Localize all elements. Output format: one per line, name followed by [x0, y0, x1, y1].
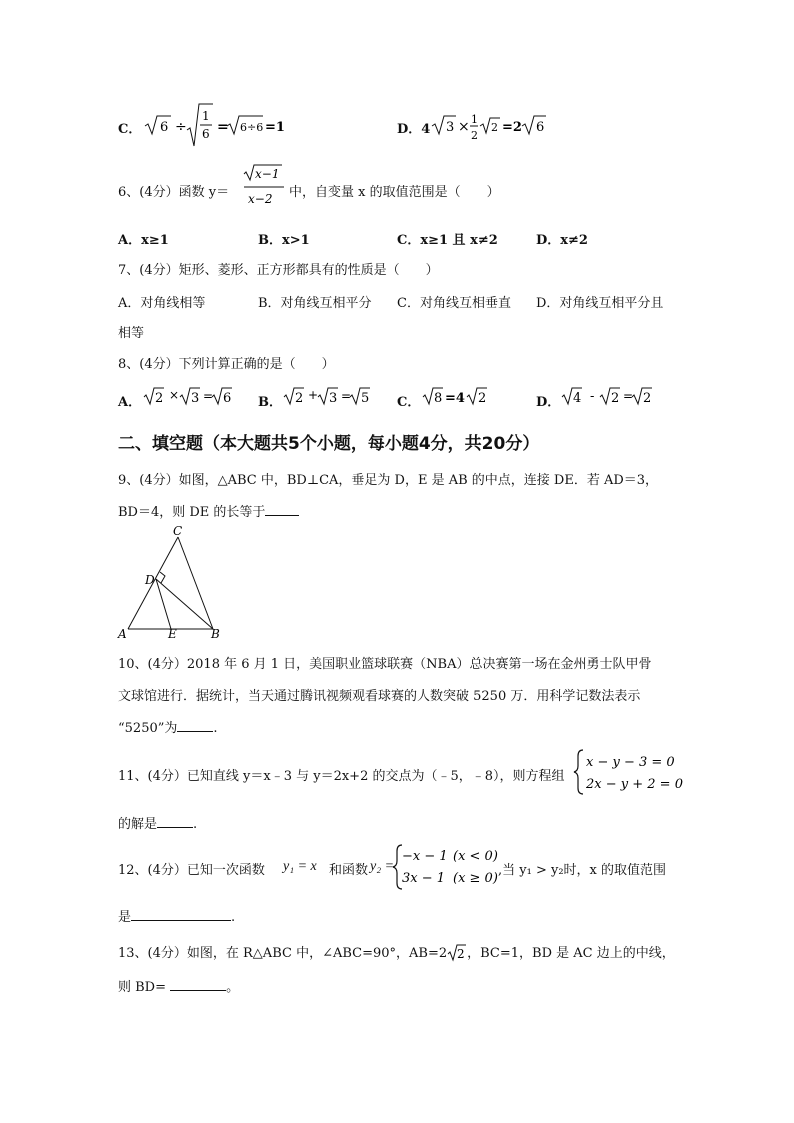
- q12-line2: 是 .: [118, 906, 235, 925]
- q6-fraction: [242, 163, 287, 213]
- svg-text:2: 2: [478, 391, 487, 406]
- q6-denominator: x−2: [248, 192, 273, 206]
- q10-line2: 文球馆进行．据统计，当天通过腾讯视频观看球赛的人数突破 5250 万．用科学记数法表示: [118, 689, 641, 704]
- q5-d-label: D．4: [397, 122, 431, 137]
- q8-option-c-label: C．: [397, 395, 421, 410]
- svg-text:3: 3: [191, 391, 200, 406]
- q5-c-formula: [143, 100, 293, 150]
- svg-text:+: +: [308, 388, 319, 402]
- q12-when: ,当 y₁ > y₂时，x 的取值范围: [498, 863, 666, 878]
- svg-text:=: =: [341, 389, 352, 403]
- q8-option-c-formula: [421, 384, 501, 414]
- svg-text:8: 8: [434, 391, 443, 406]
- svg-text:=4: =4: [445, 391, 465, 406]
- q12-piecewise: [393, 843, 503, 891]
- q9-label-c: C: [173, 524, 183, 538]
- section-title: 二、填空题（本大题共5个小题，每小题4分，共20分）: [118, 434, 540, 454]
- q13-line1: 13、(4分）如图，在 R△ABC 中，∠ABC=90°，AB=2 2 ，BC=1，BD 是 AC 边上的中线，: [118, 941, 675, 963]
- q5-c-six: 6: [160, 120, 169, 135]
- q6-option-c: C．x≥1 且 x≠2: [397, 233, 498, 248]
- q13-sqrt2: [447, 941, 467, 963]
- q11-line2: 的解是 .: [118, 813, 197, 832]
- q5-d-times: ×: [458, 119, 470, 135]
- q6-stem: [118, 181, 229, 200]
- q9-label-a: A: [118, 627, 127, 641]
- q9-label-e: E: [168, 627, 177, 641]
- q5-d-rhs: =2: [502, 120, 522, 135]
- svg-text:=: =: [203, 389, 214, 403]
- q12-cond1: (x < 0): [453, 849, 498, 864]
- q5-d-half-num: 1: [471, 113, 478, 126]
- q12-y2: y₂ =: [370, 859, 395, 874]
- q8-option-d-formula: [560, 384, 670, 414]
- q5-option-d: [397, 118, 430, 137]
- q7-option-d-wrap: 相等: [118, 326, 145, 341]
- q5-option-c: [118, 118, 141, 137]
- q5-d-formula: [430, 100, 560, 150]
- q11-answer-blank[interactable]: [157, 814, 193, 828]
- q8-option-d-label: D．: [536, 395, 561, 410]
- q7-option-b: B．对角线互相平分: [258, 296, 372, 311]
- q11-eq1: x − y − 3 = 0: [586, 755, 675, 770]
- q9-label-d: D: [145, 573, 155, 587]
- q6-numerator: x−1: [255, 167, 280, 181]
- q9-triangle-figure: [115, 520, 230, 645]
- q12-cond2: (x ≥ 0): [453, 871, 498, 886]
- q7-option-a: A．对角线相等: [118, 296, 206, 311]
- q5-c-div: ÷: [175, 119, 187, 135]
- q11-eq2: 2x − y + 2 = 0: [586, 777, 683, 792]
- svg-text:3: 3: [329, 391, 338, 406]
- q7-option-d: D．对角线互相平分且: [536, 296, 664, 311]
- q5-c-eq: =: [217, 119, 229, 135]
- q5-d-two: 2: [491, 121, 498, 134]
- q5-c-rhs: =1: [265, 120, 285, 135]
- q12-case2: 3x − 1: [402, 871, 446, 886]
- q6-option-a: A．x≥1: [118, 233, 169, 248]
- svg-text:2: 2: [643, 391, 652, 406]
- svg-text:6: 6: [223, 391, 232, 406]
- q6-option-d: D．x≠2: [536, 233, 588, 248]
- q9-label-b: B: [211, 627, 220, 641]
- q12-y1: y₁ = x: [283, 859, 317, 874]
- q8-option-a-label: A．: [118, 395, 142, 410]
- q8-option-a-formula: [142, 384, 242, 414]
- q5-c-inner: 6÷6: [240, 121, 264, 134]
- q6-prefix: 6、(4分）函数 y＝: [118, 185, 230, 200]
- q12-mid: 和函数: [329, 863, 369, 878]
- q6-suffix: 中，自变量 x 的取值范围是（ ）: [289, 185, 500, 200]
- svg-text:2: 2: [295, 391, 304, 406]
- q5-c-six2: 6: [202, 127, 210, 141]
- q12-answer-blank[interactable]: [131, 907, 231, 921]
- q8-option-b-label: B．: [258, 395, 282, 410]
- q5-c-label: C．: [118, 122, 142, 137]
- q7-option-c: C．对角线互相垂直: [397, 296, 511, 311]
- q12-prefix: 12、(4分）已知一次函数: [118, 863, 265, 878]
- q10-line1: 10、(4分）2018 年 6 月 1 日，美国职业篮球联赛（NBA）总决赛第一场在金州勇士队甲骨: [118, 657, 652, 672]
- q6-option-b: B．x>1: [258, 233, 310, 248]
- q12-case1: −x − 1: [402, 849, 448, 864]
- svg-text:2: 2: [155, 391, 164, 406]
- q13-answer-blank[interactable]: [170, 977, 226, 991]
- q10-answer-blank[interactable]: [177, 718, 213, 732]
- q8-stem: 8、(4分）下列计算正确的是（ ）: [118, 357, 335, 372]
- q13-line2: 则 BD= 。: [118, 976, 239, 995]
- q8-option-b-formula: [282, 384, 382, 414]
- svg-text:2: 2: [457, 947, 465, 961]
- svg-text:4: 4: [573, 391, 582, 406]
- svg-text:×: ×: [169, 388, 180, 402]
- svg-text:5: 5: [361, 391, 370, 406]
- svg-text:=: =: [623, 389, 634, 403]
- svg-text:2: 2: [611, 391, 620, 406]
- q5-d-half-den: 2: [471, 129, 478, 142]
- q5-d-three: 3: [446, 120, 455, 135]
- q5-d-six: 6: [536, 120, 545, 135]
- svg-text:-: -: [590, 389, 595, 404]
- q5-c-one: 1: [202, 109, 210, 123]
- q11-equation-system: [574, 748, 684, 796]
- q9-line2: BD＝4，则 DE 的长等于: [118, 501, 299, 520]
- q11-line1: 11、(4分）已知直线 y＝x﹣3 与 y＝2x+2 的交点为（﹣5，﹣8），则方程组: [118, 769, 565, 784]
- q7-stem: 7、(4分）矩形、菱形、正方形都具有的性质是（ ）: [118, 263, 439, 278]
- q10-line3: “5250”为 .: [118, 717, 218, 736]
- q9-line1: 9、(4分）如图，△ABC 中，BD⊥CA，垂足为 D，E 是 AB 的中点，连接 DE．若 AD＝3，: [118, 473, 659, 488]
- q9-answer-blank[interactable]: [265, 502, 299, 516]
